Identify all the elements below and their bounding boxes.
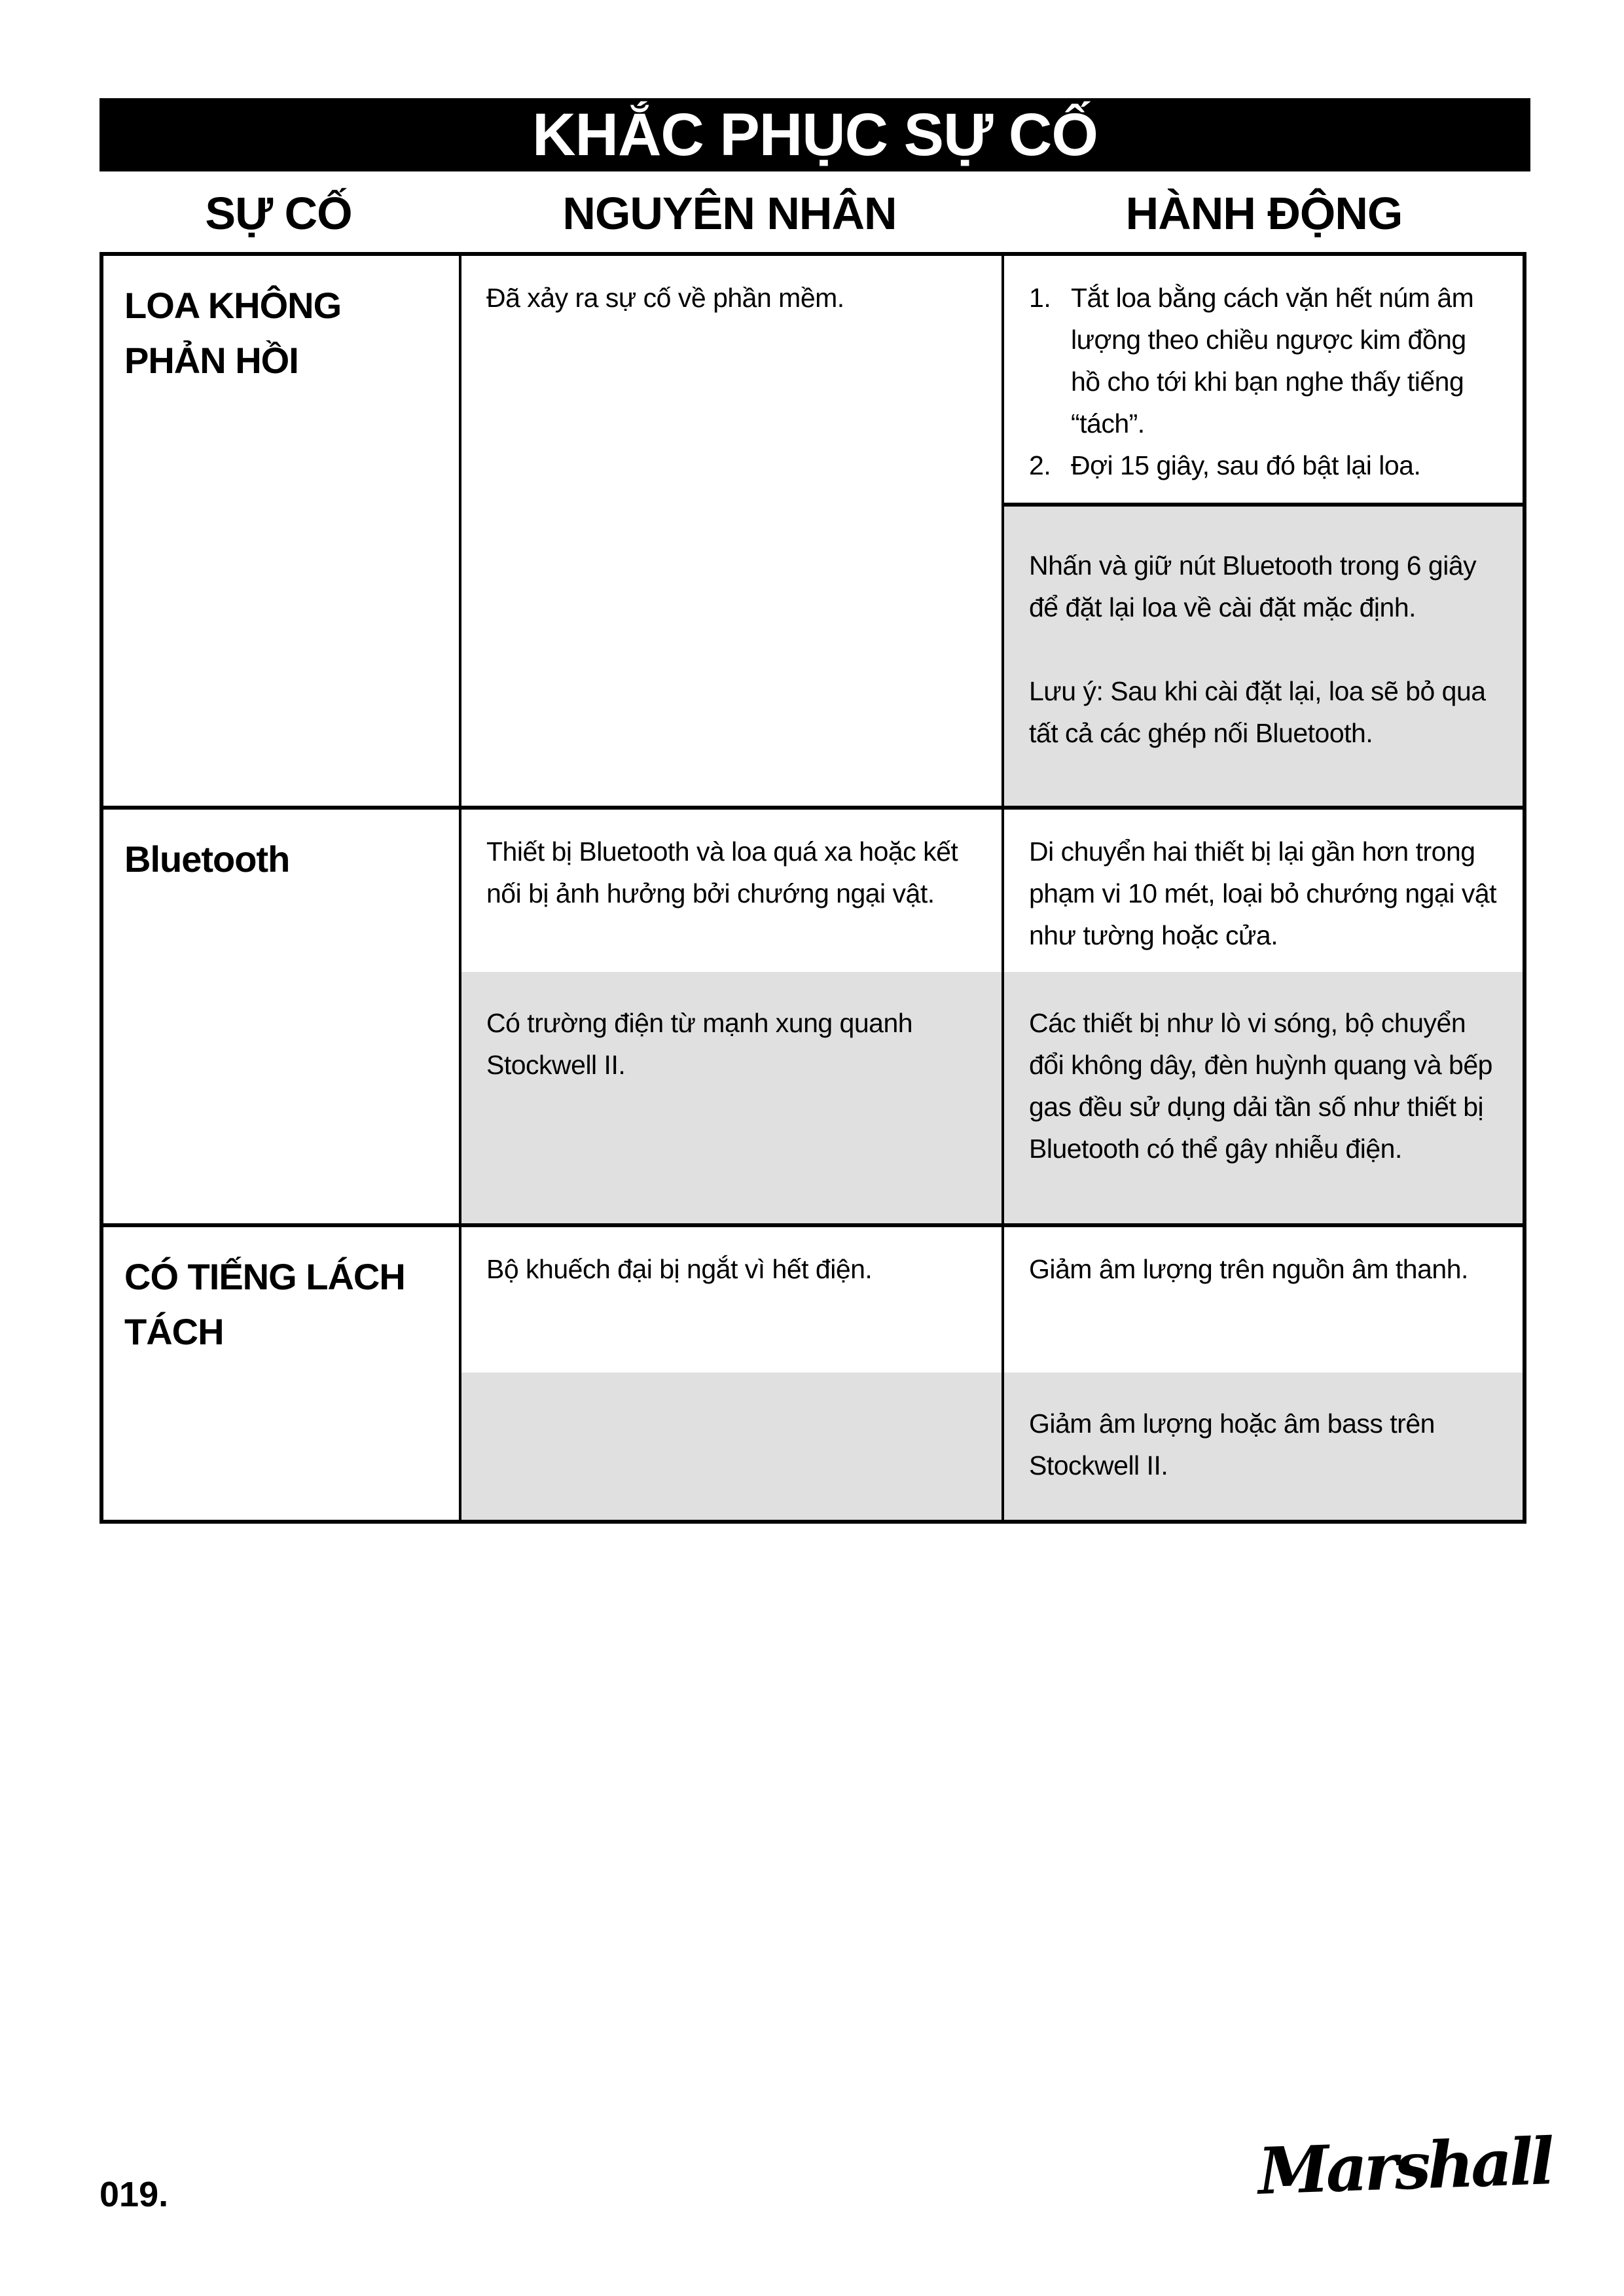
action-alt-text: Nhấn và giữ nút Bluetooth trong 6 giây để đặt lại loa về cài đặt mặc định. [1029,550,1477,622]
cause-alt [461,972,1001,1223]
action-step-text: Đợi 15 giây, sau đó bật lại loa. [1071,450,1421,480]
cause-text: Thiết bị Bluetooth và loa quá xa hoặc kết nối bị ảnh hưởng bởi chướng ngại vật. [486,836,958,908]
action-primary [1004,1227,1523,1372]
action-primary [1004,810,1523,972]
cause-primary [461,810,1001,972]
troubleshooting-table [99,252,1526,1524]
action-cell [1001,810,1523,1223]
problem-cell [103,810,459,1223]
action-primary [1004,256,1523,503]
cause-cell [459,810,1001,1223]
action-step [1029,444,1500,486]
cause-alt-text: Có trường điện từ mạnh xung quanh Stockwell II. [486,1008,913,1080]
action-alt-note: Lưu ý: Sau khi cài đặt lại, loa sẽ bỏ qua tất cả các ghép nối Bluetooth. [1029,676,1486,748]
problem-label: LOA KHÔNG PHẢN HỒI [124,285,342,381]
cause-primary [461,256,1001,319]
action-alt-text: Giảm âm lượng hoặc âm bass trên Stockwell II. [1029,1408,1435,1480]
marshall-logo: Marshall [1257,2124,1553,2210]
action-text: Giảm âm lượng trên nguồn âm thanh. [1029,1254,1468,1284]
cause-alt-empty [461,1372,1001,1520]
action-steps-list [1029,277,1500,486]
action-step [1029,277,1500,444]
action-cell [1001,256,1523,806]
page-number: 019. [99,2175,169,2214]
table-row-crackling-sound [103,1223,1523,1520]
cause-cell [459,256,1001,806]
action-alt [1004,972,1523,1223]
column-headers [99,177,1526,250]
action-text: Di chuyển hai thiết bị lại gần hơn trong phạm vi 10 mét, loại bỏ chướng ngại vật như tường hoặc cửa. [1029,836,1497,950]
table-row-speaker-not-responding [103,256,1523,806]
cause-cell [459,1227,1001,1520]
column-header-problem: SỰ CỐ [205,188,352,239]
problem-cell [103,1227,459,1520]
problem-label: CÓ TIẾNG LÁCH TÁCH [124,1256,405,1352]
action-alt-text: Các thiết bị như lò vi sóng, bộ chuyển đổi không dây, đèn huỳnh quang và bếp gas đều sử dụng dải tần số như thiết bị Bluetooth có thể gây nhiễu điện. [1029,1008,1492,1164]
cause-text: Đã xảy ra sự cố về phần mềm. [486,283,844,313]
problem-label: Bluetooth [124,838,290,880]
action-step-text: Tắt loa bằng cách vặn hết núm âm lượng theo chiều ngược kim đồng hồ cho tới khi bạn nghe thấy tiếng “tách”. [1071,283,1474,439]
cause-primary [461,1227,1001,1372]
title-bar [99,98,1530,171]
page-title: KHẮC PHỤC SỰ CỐ [532,101,1098,168]
action-alt [1004,507,1523,806]
column-header-action: HÀNH ĐỘNG [1125,188,1403,239]
table-row-bluetooth [103,806,1523,1223]
column-header-cause: NGUYÊN NHÂN [562,188,897,239]
action-alt [1004,1372,1523,1520]
problem-cell [103,256,459,806]
cause-text: Bộ khuếch đại bị ngắt vì hết điện. [486,1254,873,1284]
action-cell [1001,1227,1523,1520]
